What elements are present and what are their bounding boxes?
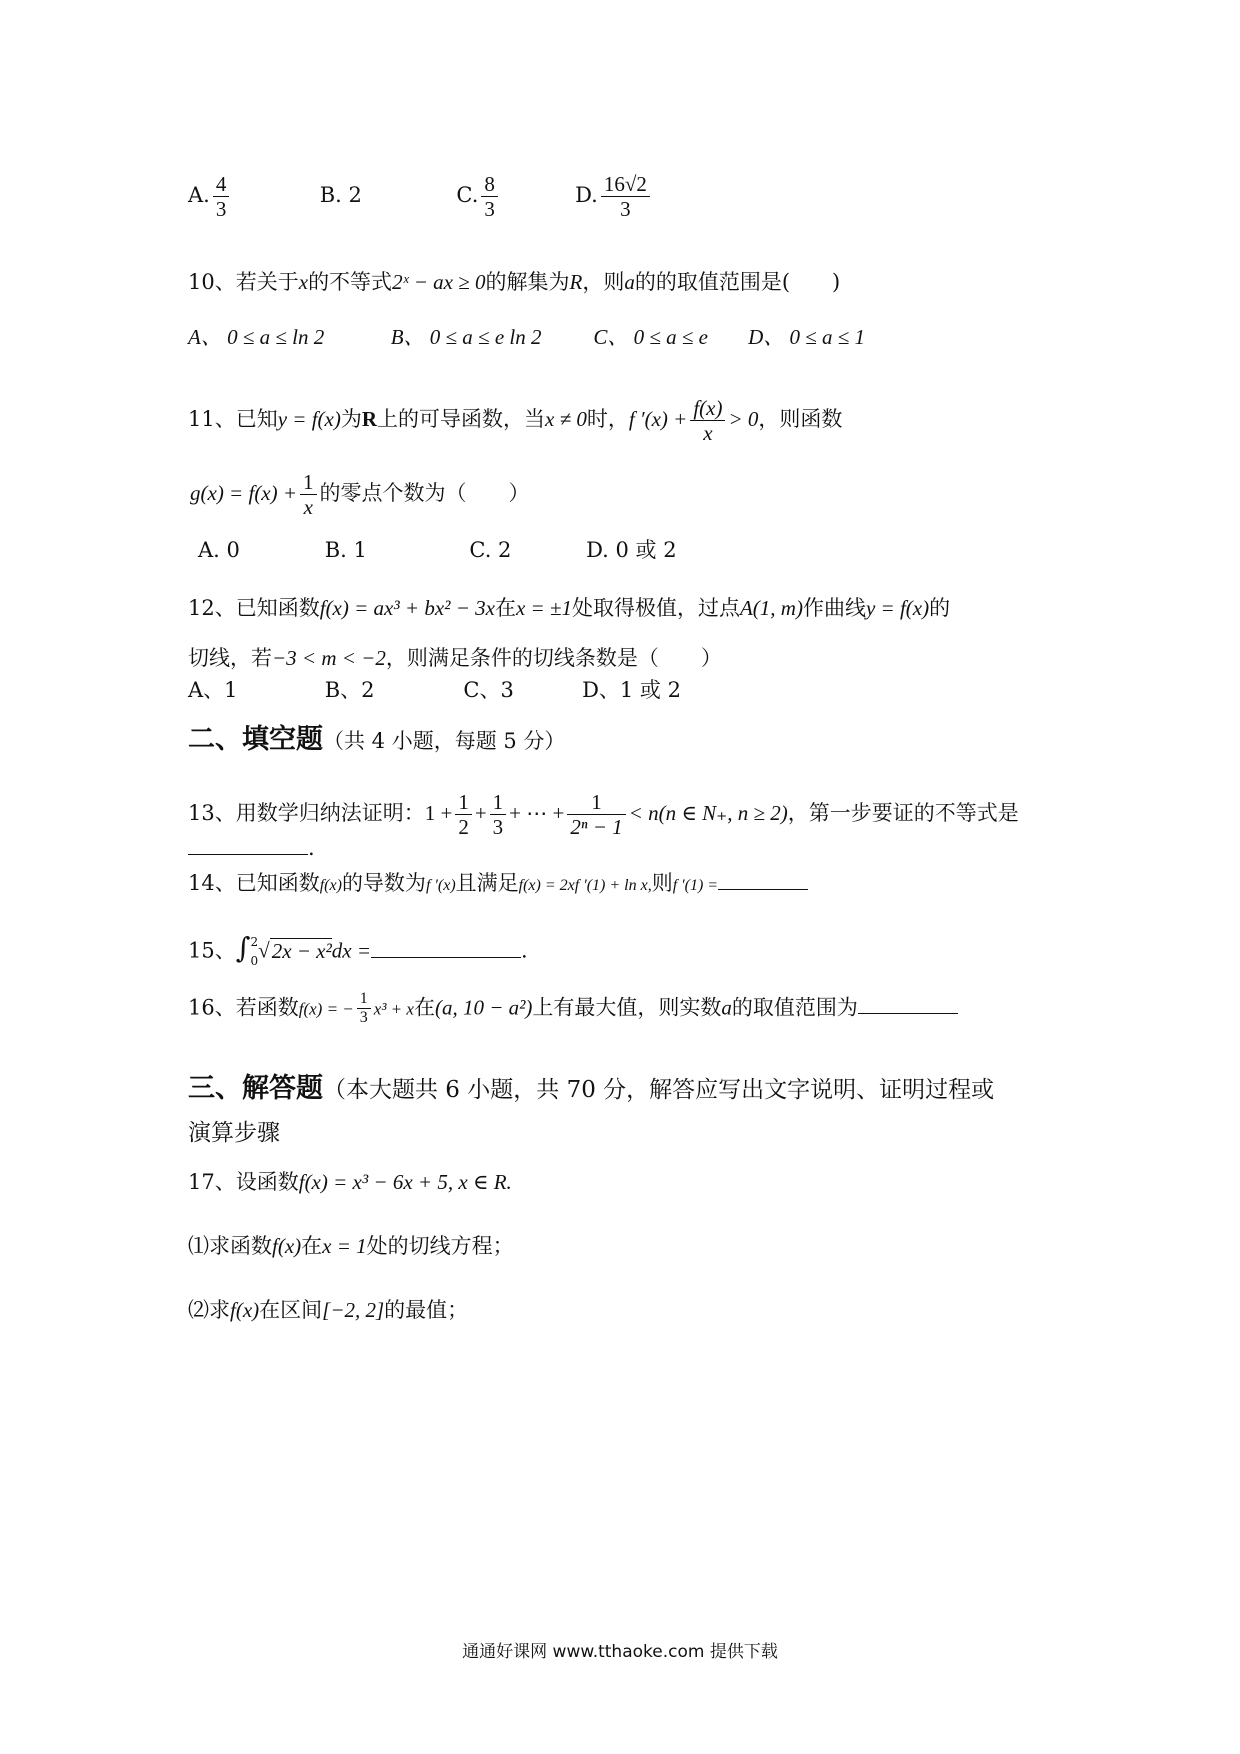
answer-blank[interactable] <box>718 888 808 890</box>
question-10-options <box>188 327 865 348</box>
fraction: $\frac{1}{2}$ <box>455 790 472 839</box>
answer-blank[interactable] <box>858 1012 958 1014</box>
question-17-part-1: ⑴求函数f(x)在x = 1处的切线方程； <box>188 1234 514 1258</box>
section-3-header-line-2: 演算步骤 <box>188 1120 280 1146</box>
q9-option-a: A. $\frac{4}{3}$ <box>188 172 313 221</box>
question-12-options <box>188 680 681 701</box>
fraction: $\frac{1}{3}$ <box>490 790 507 839</box>
question-11-options <box>198 540 677 561</box>
q9-option-c: C. $\frac{8}{3}$ <box>456 172 568 221</box>
question-10: 10、若关于x的不等式2ˣ − ax ≥ 0的解集为R，则a的的取值范围是( ) <box>188 270 841 294</box>
q11-option-b: B. 1 <box>324 538 367 562</box>
fraction: $\frac{1}{\text{2ⁿ − 1}}$ <box>567 790 625 839</box>
q9-option-d: D. $\frac{16√2}{3}$ <box>575 172 653 221</box>
fraction: $\frac{1}{3}$ <box>357 990 371 1028</box>
q10-option-d: D、 0 ≤ a ≤ 1 <box>748 325 866 349</box>
answer-blank[interactable] <box>371 956 521 958</box>
fraction: $\frac{8}{3}$ <box>481 172 498 221</box>
q11-option-a: A. 0 <box>198 538 240 562</box>
question-13-answer: . <box>188 838 315 859</box>
section-note: （本大题共 6 小题，共 70 分，解答应写出文字说明、证明过程或 <box>323 1077 995 1103</box>
page-footer: 通通好课网 www.tthaoke.com 提供下载 <box>462 1642 778 1662</box>
q10-option-c: C、 0 ≤ a ≤ e <box>593 325 709 349</box>
question-17: 17、设函数f(x) = x³ − 6x + 5, x ∈ R. <box>188 1170 512 1194</box>
question-11-line-2: g(x) = f(x) + $\frac{1}{x}$ 的零点个数为（ ） <box>190 470 530 520</box>
q9-option-b: B. 2 <box>319 183 362 208</box>
q12-option-a: A、1 <box>188 678 238 702</box>
q10-option-a: A、 0 ≤ a ≤ ln 2 <box>188 325 325 349</box>
q10-option-b: B、 0 ≤ a ≤ e ln 2 <box>390 325 542 349</box>
section-title: 二、填空题 <box>188 724 323 755</box>
q9-options <box>188 172 653 221</box>
section-3-header <box>188 1075 994 1102</box>
question-16: 16、若函数f(x) = − $\frac{1}{3}$ x³ + x在(a, 10 − a²)上有最大值，则实数a的取值范围为 <box>188 990 958 1028</box>
question-14: 14、已知函数f(x)的导数为f ′(x)且满足f(x) = 2xf ′(1) + ln x,则f ′(1) = <box>188 873 808 894</box>
q11-option-c: C. 2 <box>469 538 512 562</box>
question-17-part-2: ⑵求f(x)在区间[−2, 2]的最值； <box>188 1298 469 1322</box>
question-12: 12、已知函数f(x) = ax³ + bx² − 3x在x = ±1处取得极值，过点A(1, m)作曲线y = f(x)的 <box>188 596 951 620</box>
section-note: （共 4 小题，每题 5 分） <box>323 729 566 753</box>
section-title: 三、解答题 <box>188 1073 323 1104</box>
fraction: $\frac{1}{x}$ <box>300 470 317 519</box>
fraction: $\frac{f(x)}{x}$ <box>690 396 725 445</box>
q11-option-d: D. 0 或 2 <box>586 538 677 562</box>
question-15: 15、∫ 2 0 √2x − x²dx = . <box>188 931 528 969</box>
fraction: $\frac{16√2}{3}$ <box>601 172 650 221</box>
question-12-line-2: 切线，若−3 < m < −2，则满足条件的切线条数是（ ） <box>188 646 722 670</box>
question-11: 11、已知y = f(x)为R上的可导函数，当x ≠ 0时，f ′(x) + $\frac{f(x)}{x}$ > 0，则函数 <box>188 396 843 446</box>
question-13: 13、用数学归纳法证明：1 + $\frac{1}{2}$ + $\frac{1}{3}$ + ⋯ + $\frac{1}{\text{2ⁿ − 1}}$ < n(n ∈ N₊, n ≥ 2)，第一步要证的不等式是 <box>188 790 1019 840</box>
q12-option-d: D、1 或 2 <box>582 678 681 702</box>
fraction: $\frac{4}{3}$ <box>213 172 230 221</box>
section-2-header <box>188 726 565 753</box>
answer-blank[interactable] <box>188 853 308 855</box>
q12-option-b: B、2 <box>324 678 375 702</box>
q12-option-c: C、3 <box>463 678 514 702</box>
